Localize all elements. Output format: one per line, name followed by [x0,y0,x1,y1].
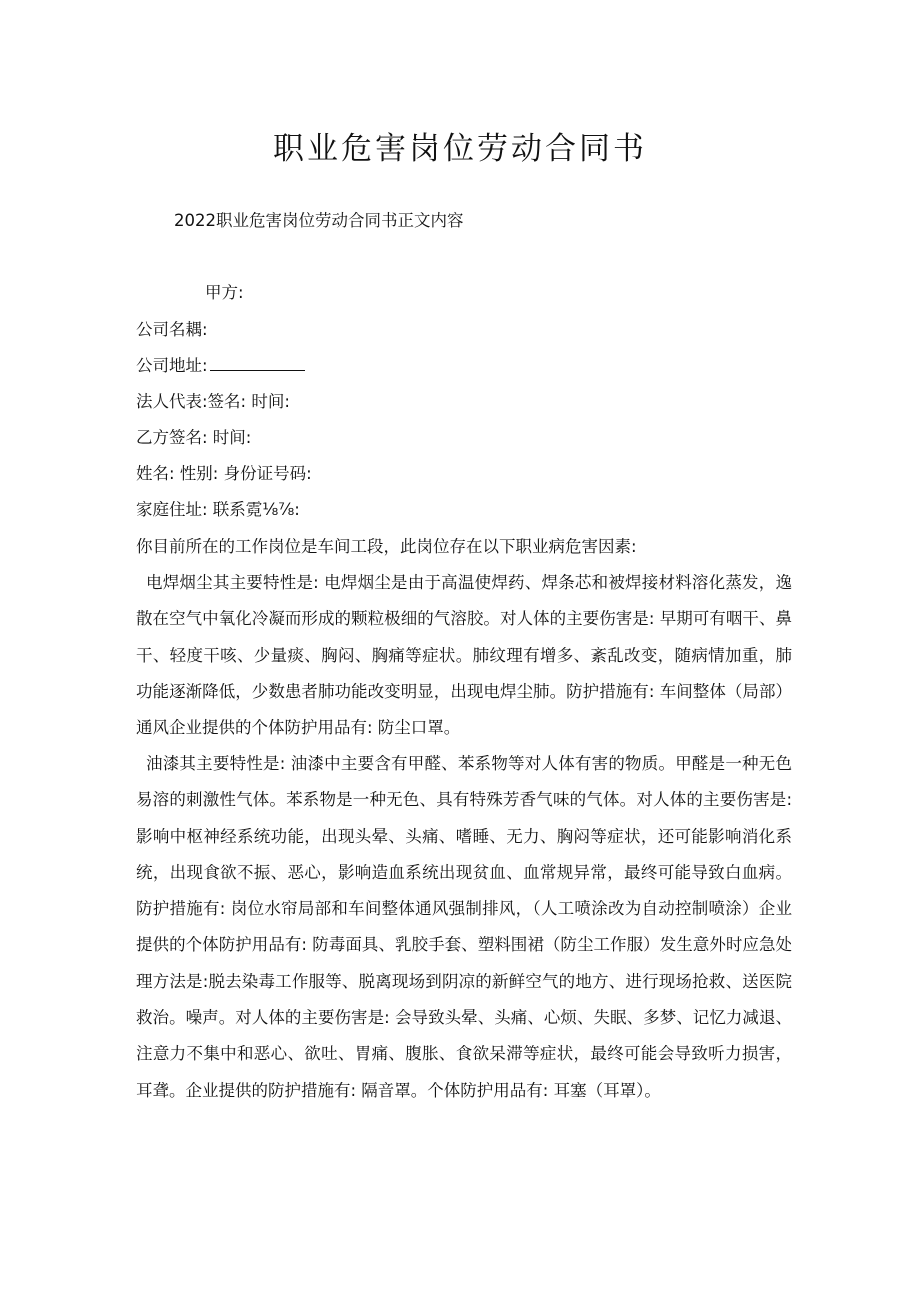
company-address-label: 公司地址: [136,356,208,375]
company-address-blank [210,352,305,371]
legal-rep-label: 法人代表:签名: 时间: [136,392,290,411]
hazard-intro: 你目前所在的工作岗位是车间工段，此岗位存在以下职业病危害因素: [136,537,637,556]
document-title: 职业危害岗位劳动合同书 [273,131,647,167]
document-subtitle: 2022职业危害岗位劳动合同书正文内容 [174,211,464,230]
home-address-label: 家庭住址: 联系霓⅛⅞: [136,500,300,519]
company-name-label: 公司名耦: [136,320,208,339]
welding-fume-paragraph: 电焊烟尘其主要特性是: 电焊烟尘是由于高温使焊药、焊条芯和被焊接材料溶化蒸发，逸散在空气中氧化冷凝而形成的颗粒极细的气溶胶。对人体的主要伤害是: 早期可有咽干、鼻干、轻度干咳、少量痰、胸闷、胸痛等症状。肺纹理有增多、紊乱改变，随病情加重，肺功能逐渐降低，少数患者肺功能改变明显，出现电焊尘肺。防护措施有: 车间整体（局部）通风企业提供的个体防护用品有: 防尘口罩。 [136,573,792,738]
party-b-sign-label: 乙方签名: 时间: [136,428,252,447]
company-address-line [136,352,305,380]
party-a-label: 甲方: [205,283,244,302]
paint-paragraph: 油漆其主要特性是: 油漆中主要含有甲醛、苯系物等对人体有害的物质。甲醛是一种无色易溶的刺激性气体。苯系物是一种无色、具有特殊芳香气味的气体。对人体的主要伤害是: 影响中枢神经系统功能，出现头晕、头痛、嗜睡、无力、胸闷等症状，还可能影响消化系统，出现食欲不振、恶心，影响造血系统出现贫血、血常规异常，最终可能导致白血病。防护措施有: 岗位水帘局部和车间整体通风强制排风，（人工喷涂改为自动控制喷涂）企业提供的个体防护用品有: 防毒面具、乳胶手套、塑料围裙（防尘工作服）发生意外时应急处理方法是:脱去染毒工作服等、脱离现场到阴凉的新鲜空气的地方、进行现场抢救、送医院救治。噪声。对人体的主要伤害是: 会导致头晕、头痛、心烦、失眠、多梦、记忆力减退、注意力不集中和恶心、欲吐、胃痛、腹胀、食欲呆滞等症状，最终可能会导致听力损害，耳聋。企业提供的防护措施有: 隔音罩。个体防护用品有: 耳塞（耳罩）。 [136,754,792,1100]
personal-info-label: 姓名: 性别: 身份证号码: [136,464,312,483]
